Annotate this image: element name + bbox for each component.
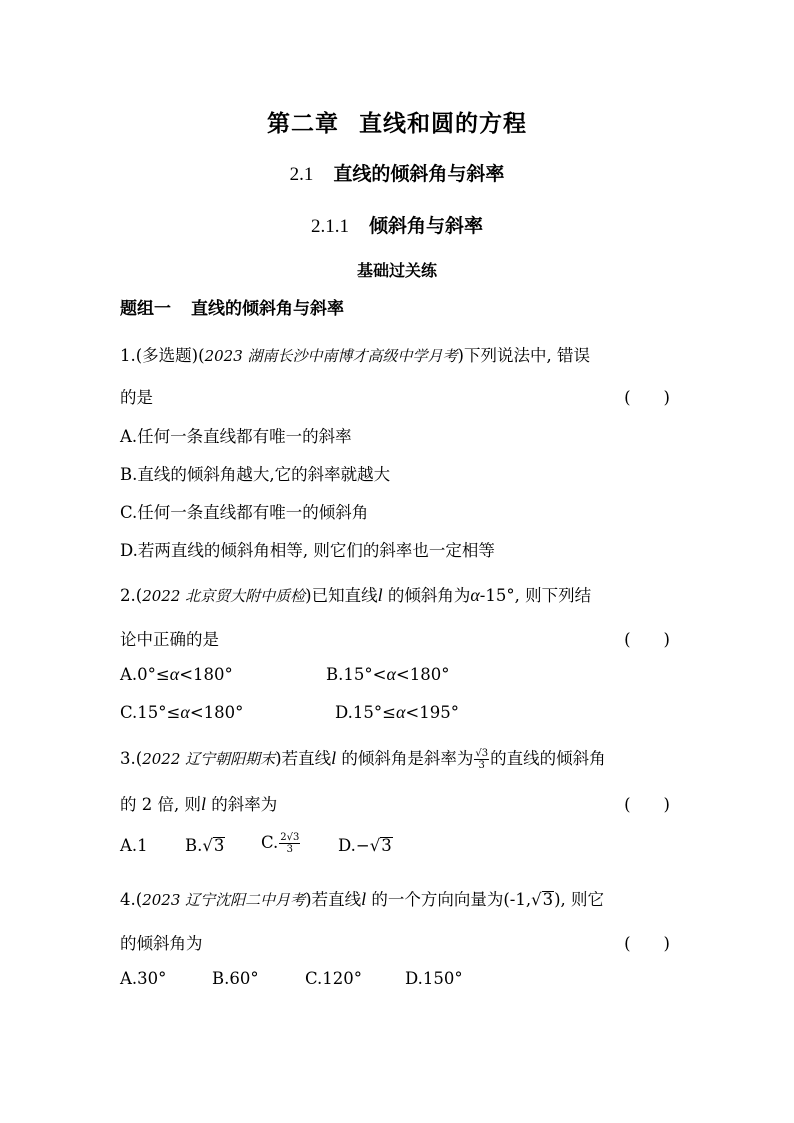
q4-var-l: l <box>361 889 367 909</box>
q2-option-b-pre: B.15°< <box>326 665 387 684</box>
q1-prefix: 1.(多选题)( <box>120 346 205 365</box>
radicand: 3 <box>542 890 554 909</box>
q2-option-a-post: <180° <box>179 665 233 684</box>
q2-stem-b: 的倾斜角为 <box>382 586 471 605</box>
q4-stem-a: )若直线 <box>305 890 362 909</box>
q2-option-c-var: α <box>180 702 190 722</box>
level-heading: 基础过关练 <box>356 261 437 280</box>
chapter-title: 直线和圆的方程 <box>359 110 527 137</box>
q2-stem-line2: 论中正确的是 <box>120 630 219 649</box>
q3-var-l2: l <box>200 794 206 814</box>
q3-fraction-denominator: 3 <box>478 760 485 771</box>
chapter-heading <box>0 105 794 138</box>
subsection-number: 2.1.1 <box>310 216 349 237</box>
q2-option-a-pre: A.0°≤ <box>120 665 170 684</box>
q3-stem-d: 的 2 倍, 则 <box>120 795 201 814</box>
q3-option-c-fraction <box>279 832 300 855</box>
q2-var-alpha: α <box>470 585 480 605</box>
q3-stem-line2 <box>120 791 277 815</box>
q1-option-b: B.直线的倾斜角越大,它的斜率就越大 <box>120 465 391 484</box>
q3-stem-a: )若直线 <box>275 749 332 768</box>
chapter-number: 第二章 <box>267 110 339 137</box>
q3-option-c <box>261 832 301 855</box>
section-title: 直线的倾斜角与斜率 <box>333 163 505 185</box>
q4-option-d: D.150° <box>405 969 463 988</box>
q3-stem-line1 <box>120 745 606 771</box>
q3-option-b-label: B. <box>185 836 203 855</box>
q4-prefix: 4.( <box>120 890 143 909</box>
q1-answer-blank: ( ) <box>624 388 670 407</box>
q4-option-a: A.30° <box>120 969 167 988</box>
sqrt-sign: √ <box>531 890 542 909</box>
q2-prefix: 2.( <box>120 586 143 605</box>
q3-fraction-numerator: √3 <box>475 748 489 759</box>
subsection-title: 倾斜角与斜率 <box>368 215 483 237</box>
q3-stem-e: 的斜率为 <box>206 795 278 814</box>
q2-option-b <box>326 664 449 685</box>
q2-stem-c: -15°, 则下列结 <box>479 586 592 605</box>
q3-stem-b: 的倾斜角是斜率为 <box>336 749 474 768</box>
group-number: 题组一 <box>120 299 171 319</box>
q1-option-d: D.若两直线的倾斜角相等, 则它们的斜率也一定相等 <box>120 541 495 560</box>
radicand: 3 <box>213 836 225 855</box>
q2-option-b-post: <180° <box>395 665 450 684</box>
group-heading <box>120 294 344 319</box>
q1-option-a: A.任何一条直线都有唯一的斜率 <box>120 427 352 446</box>
q3-option-b-sqrt <box>202 836 225 855</box>
q2-option-c <box>120 702 243 723</box>
q3-option-c-numerator: 2√3 <box>280 832 300 843</box>
subsection-heading <box>0 211 794 238</box>
q3-option-d-label: D.− <box>338 836 370 855</box>
sqrt-sign: √ <box>202 836 213 855</box>
q2-stem-a: )已知直线 <box>305 586 378 605</box>
q3-option-c-label: C. <box>261 833 279 852</box>
q1-stem-line1 <box>120 342 590 366</box>
q4-stem-line2: 的倾斜角为 <box>120 934 203 953</box>
q3-prefix: 3.( <box>120 749 143 768</box>
q3-source: 2022 辽宁朝阳期末 <box>142 750 276 768</box>
q1-stem-line2: 的是 <box>120 388 153 407</box>
q2-option-a <box>120 664 233 685</box>
group-title: 直线的倾斜角与斜率 <box>191 299 344 319</box>
q1-source: 2023 湖南长沙中南博才高级中学月考 <box>204 347 458 365</box>
q3-option-b <box>185 836 225 855</box>
q3-option-c-denominator: 3 <box>286 844 294 855</box>
q2-option-d-post: <195° <box>405 703 459 722</box>
q3-option-d <box>338 836 393 855</box>
q3-stem-c: 的直线的倾斜角 <box>490 749 606 768</box>
q2-var-l: l <box>377 585 383 605</box>
q2-option-a-var: α <box>169 664 180 684</box>
q3-answer-blank: ( ) <box>624 795 670 814</box>
q4-stem-line1 <box>120 886 604 910</box>
q1-stem-a: )下列说法中, 错误 <box>457 346 590 365</box>
sqrt-sign: √ <box>369 836 381 855</box>
q2-source: 2022 北京贸大附中质检 <box>142 587 306 605</box>
q3-var-l: l <box>331 748 337 768</box>
q4-option-b: B.60° <box>212 969 259 988</box>
q3-fraction <box>474 748 489 771</box>
q4-sqrt <box>531 890 554 909</box>
radicand: 3 <box>381 836 392 855</box>
section-heading <box>0 159 794 186</box>
q2-option-c-post: <180° <box>189 703 244 722</box>
q4-answer-blank: ( ) <box>624 934 670 953</box>
q3-option-d-sqrt <box>370 836 393 855</box>
q3-option-a: A.1 <box>120 836 148 855</box>
q1-option-c: C.任何一条直线都有唯一的倾斜角 <box>120 503 369 522</box>
q4-stem-b: 的一个方向向量为(-1, <box>366 890 532 909</box>
q2-stem-line1 <box>120 582 591 606</box>
q4-option-c: C.120° <box>305 969 363 988</box>
q4-stem-c: ), 则它 <box>554 890 605 909</box>
section-number: 2.1 <box>289 164 314 185</box>
q2-option-d <box>335 702 459 723</box>
q2-option-d-pre: D.15°≤ <box>335 703 396 722</box>
q4-source: 2023 辽宁沈阳二中月考 <box>142 891 306 909</box>
q2-answer-blank: ( ) <box>624 630 670 649</box>
q2-option-d-var: α <box>395 702 406 722</box>
q2-option-c-pre: C.15°≤ <box>120 703 181 722</box>
q2-option-b-var: α <box>386 664 396 684</box>
